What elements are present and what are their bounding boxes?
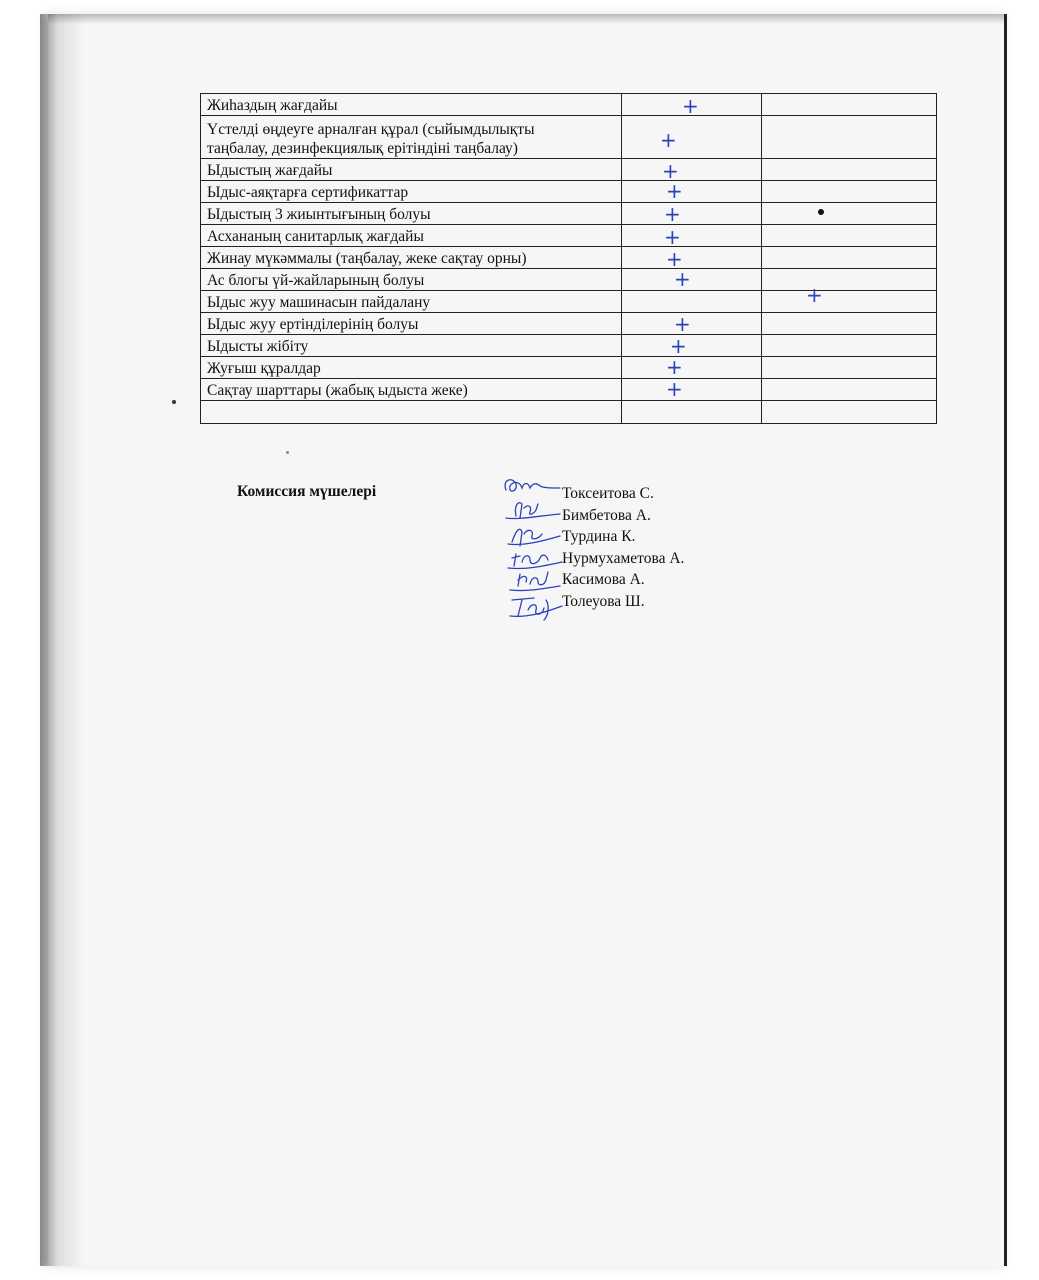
signature-3 xyxy=(508,529,560,546)
mark-cell-2 xyxy=(762,94,937,116)
row-label: Жинау мүкәммалы (таңбалау, жеке сақтау орны) xyxy=(201,247,622,269)
mark-cell-2 xyxy=(762,203,937,225)
row-label: Сақтау шарттары (жабық ыдыста жеке) xyxy=(201,379,622,401)
table-row xyxy=(201,203,937,225)
mark-cell xyxy=(622,269,762,291)
signature-4 xyxy=(508,554,562,569)
row-label: Үстелді өңдеуге арналған құрал (сыйымдылықты таңбалау, дезинфекциялық ерітіндіні таңбалау) xyxy=(201,116,622,159)
row-label: Асхананың санитарлық жағдайы xyxy=(201,225,622,247)
page-edge-shadow xyxy=(40,14,84,1266)
row-label: Жиһаздың жағдайы xyxy=(201,94,622,116)
mark-cell xyxy=(622,357,762,379)
table-row xyxy=(201,116,937,159)
mark-cell xyxy=(622,116,762,159)
checklist-table xyxy=(200,93,937,424)
row-label: Ас блогы үй-жайларының болуы xyxy=(201,269,622,291)
plus-mark: + xyxy=(806,283,823,307)
mark-cell-2 xyxy=(762,116,937,159)
plus-mark: + xyxy=(674,267,691,291)
mark-cell xyxy=(622,379,762,401)
signature-6 xyxy=(510,598,562,620)
table-row xyxy=(201,94,937,116)
plus-mark: + xyxy=(666,377,683,401)
row-label: Ыдыс жуу машинасын пайдалану xyxy=(201,291,622,313)
mark-cell xyxy=(622,247,762,269)
mark-cell xyxy=(622,335,762,357)
row-label: Ыдыстың жағдайы xyxy=(201,159,622,181)
row-label: Ыдыс жуу ертінділерінің болуы xyxy=(201,313,622,335)
commission-label: Комиссия мүшелері xyxy=(237,483,377,500)
plus-mark: + xyxy=(666,355,683,379)
row-label: Ыдыстың 3 жиынтығының болуы xyxy=(201,203,622,225)
signature-5 xyxy=(510,572,560,591)
mark-cell-2 xyxy=(762,247,937,269)
empty-cell xyxy=(762,401,937,424)
mark-cell xyxy=(622,181,762,203)
plus-mark: + xyxy=(660,128,677,152)
empty-cell xyxy=(622,401,762,424)
table-row xyxy=(201,357,937,379)
mark-cell-2 xyxy=(762,283,937,313)
mark-cell xyxy=(622,291,762,313)
ink-dot xyxy=(818,209,824,215)
plus-mark: + xyxy=(674,312,691,336)
mark-cell-2 xyxy=(762,269,937,291)
member-name: Нурмухаметова А. xyxy=(562,549,685,567)
row-label: Жуғыш құралдар xyxy=(201,357,622,379)
table-row xyxy=(201,379,937,401)
table-row xyxy=(201,291,937,313)
member-name: Токсеитова С. xyxy=(562,485,654,502)
table-row xyxy=(201,181,937,203)
mark-cell-2 xyxy=(762,357,937,379)
mark-cell-2 xyxy=(762,335,937,357)
table-row xyxy=(201,269,937,291)
member-name: Касимова А. xyxy=(562,571,645,588)
member-name: Турдина К. xyxy=(562,528,636,545)
plus-mark: + xyxy=(666,247,683,271)
mark-cell-2 xyxy=(762,159,937,181)
mark-cell-2 xyxy=(762,379,937,401)
mark-cell xyxy=(622,159,762,181)
speck xyxy=(286,451,289,454)
plus-mark: + xyxy=(664,225,681,249)
row-label: Ыдысты жібіту xyxy=(201,335,622,357)
row-label: Ыдыс-аяқтарға сертификаттар xyxy=(201,181,622,203)
speck xyxy=(172,400,176,404)
empty-cell xyxy=(201,401,622,424)
table-row-empty xyxy=(201,401,937,424)
mark-cell-2 xyxy=(762,313,937,335)
plus-mark: + xyxy=(682,94,699,118)
mark-cell xyxy=(622,313,762,335)
plus-mark: + xyxy=(664,202,681,226)
table-row xyxy=(201,313,937,335)
table-row xyxy=(201,225,937,247)
signature-1 xyxy=(505,480,560,491)
member-name: Толеуова Ш. xyxy=(562,592,645,610)
mark-cell-2 xyxy=(762,225,937,247)
signature-2 xyxy=(506,503,560,519)
mark-cell xyxy=(622,94,762,116)
member-name: Бимбетова А. xyxy=(562,506,651,524)
page-top-shadow xyxy=(48,14,1004,24)
plus-mark: + xyxy=(670,334,687,358)
signatures-column xyxy=(498,470,568,630)
table-row xyxy=(201,335,937,357)
mark-cell xyxy=(622,225,762,247)
mark-cell-2 xyxy=(762,181,937,203)
table-row xyxy=(201,159,937,181)
mark-cell xyxy=(622,203,762,225)
table-row xyxy=(201,247,937,269)
commission-members xyxy=(562,483,684,612)
plus-mark: + xyxy=(662,159,679,183)
plus-mark: + xyxy=(666,179,683,203)
